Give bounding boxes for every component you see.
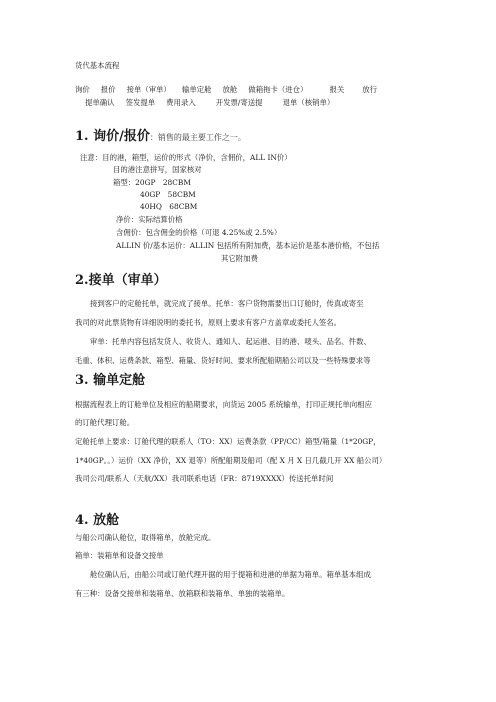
flow-step: 放舱 (222, 85, 238, 94)
s3-paragraph-line: 我司公司/联系人（天航/XX）我司联系电话（FR：8719XXXX）传送托单时间 (75, 474, 334, 483)
s4-paragraph-line: 与船公司确认舱位，取得箱单，放舱完成。 (75, 533, 216, 542)
flow-step: 签发提单 (125, 98, 156, 107)
flow-step: 做箱拖卡（进仓） (248, 85, 308, 94)
s2-paragraph-line: 审单：托单内容包括发货人、收货人、通知人、起运港、目的港、唛头、品名、件数、 (90, 337, 371, 346)
section-1-note: ：销售的最主要工作之一。 (149, 133, 246, 142)
flow-step: 报价 (100, 85, 116, 94)
s1-note-line: 含佣价：包含佣金的价格（可退 4.25%或 2.5%） (116, 228, 282, 237)
flow-step: 报关 (329, 85, 345, 94)
section-1-title: 1. 询价/报价 (75, 129, 150, 144)
s1-note-intro: 注意：目的港，箱型，运价的形式（净价，含佣价，ALL IN价） (80, 153, 292, 162)
s1-note-line: 箱型：20GP 28CBM (113, 178, 191, 187)
s3-paragraph-line: 1*40GP。。）运价（XX 净价，XX 退等）所配船期及船司（配 X 月 X 日几截几开 XX 船公司） (75, 456, 387, 465)
flow-step: 提单确认 (85, 98, 115, 107)
doc-title: 货代基本流程 (75, 61, 120, 70)
flow-step: 接单（审单） (126, 85, 171, 94)
s4-paragraph-line: 舱位确认后，由船公司或订舱代理开据的用于提箱和进港的单据为箱单。箱单基本组成 (90, 570, 371, 579)
s1-note-line: 40HQ 68CBM (140, 202, 198, 211)
section-3-heading: 3. 输单定舱 (75, 373, 146, 388)
flow-step: 输单定舱 (181, 85, 212, 94)
s1-note-line: 净价：实际结算价格 (116, 215, 183, 224)
s2-paragraph-line: 接到客户的定舱托单，就完成了接单。托单：客户货物需要出口订舱时，传真或寄至 (90, 299, 364, 308)
s2-paragraph-line: 我司的对此票货物有详细说明的委托书，原则上要求有客户方盖章或委托人签名。 (75, 318, 342, 327)
s1-note-line: ALLIN 价/基本运价：ALLIN 包括所有附加费，基本运价是基本港价格，不包括 (116, 241, 380, 250)
flow-step: 放行 (362, 85, 378, 94)
s3-paragraph-line: 的订舱代理订舱。 (75, 418, 135, 427)
s1-note-line: 40GP 58CBM (140, 190, 196, 199)
s4-paragraph-line: 有三种：设备交接单和装箱单、放箱联和装箱单、单独的装箱单。 (75, 589, 290, 598)
flow-step: 询价 (75, 85, 90, 94)
flow-step: 费用录入 (166, 98, 196, 107)
flow-step: 退单（核销单） (282, 98, 335, 107)
flow-step: 开发票/寄送提 (215, 98, 263, 107)
s3-paragraph-line: 定舱托单上要求：订舱代理的联系人（TO：XX）运费条款（PP/CC）箱型/箱量（1*20GP， (75, 437, 381, 446)
s1-note-line: 目的港注意拼写，国家核对 (113, 165, 202, 174)
flow-line-1 (75, 84, 388, 95)
section-2-heading: 2.接单（审单） (75, 273, 167, 288)
s4-paragraph-line: 箱单：装箱单和设备交接单 (75, 551, 164, 560)
s2-paragraph-line: 毛重、体积、运费条款、箱型、箱量、货好时间、要求所配船期船公司以及一些特殊要求等 (75, 356, 371, 365)
section-1-heading (75, 129, 246, 146)
flow-line-2 (85, 97, 345, 108)
s3-paragraph-line: 根据流程表上的订舱单位及相应的船期要求，向货运 2005 系统输单，打印正规托单向相应 (75, 400, 372, 409)
section-4-heading: 4. 放舱 (75, 513, 120, 528)
s1-note-line: 其它附加费 (221, 254, 258, 263)
